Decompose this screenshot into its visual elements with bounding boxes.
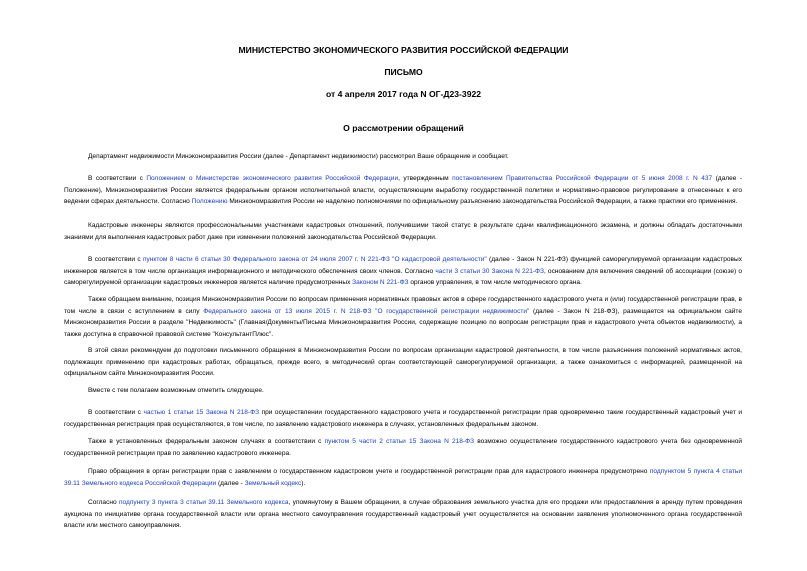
text-fragment: В соответствии с: [88, 175, 147, 182]
paragraph-3: Кадастровые инженеры являются профессиональными участниками кадастровых отношений, получившими такой статус в результате сдачи квалификационного экзамена, и должны обладать достаточными знаниями для выполнения кадастровых работ даже при изменении положений законодательства Российской Федерации.: [64, 222, 742, 241]
text-fragment: (далее - Положение), Минэкономразвития России является федеральным органом исполнительной власти, осуществляющим выработку государственной политики и нормативно-правовое регулирование в отнесенных к его ведении сферах деятельности. Согласно: [64, 175, 742, 206]
paragraph-6: В этой связи рекомендуем до подготовки письменного обращения в Минэкономразвития России по вопросам организации кадастровой деятельности, в том числе разъяснения положений нормативных актов, подлежащих применению при кадастровых работах, обращаться, прежде всего, в методический орган соответствующей саморегулируемой организации, а также ознакомиться с информацией, размещенной на официальном сайте Минэкономразвития России.: [64, 347, 742, 378]
paragraph-2: [64, 173, 742, 208]
link-law-221[interactable]: Законом N 221-ФЗ: [352, 279, 409, 287]
link-land-code-39-11-p3[interactable]: подпункту 3 пункта 3 статьи 39.11 Земельного кодекса: [118, 499, 289, 506]
paragraph-9: [64, 436, 742, 459]
text-fragment: ).: [301, 479, 306, 487]
link-law-218-item5-art15[interactable]: пунктом 5 части 2 статьи 15 Закона N 218-ФЗ: [324, 438, 475, 445]
text-fragment: Право обращения в орган регистрации прав с заявлением о государственном кадастровом учете и государственной регистрации прав для кадастрового инженера предусмотрено: [88, 468, 650, 475]
text-fragment: при осуществлении государственного кадастрового учета и государственной регистрации прав одновременно такие государственный кадастровый учет и государственная регистрация прав осуществляются, в том числе, по заявлению кадастрового инженера в случаях, установленных федеральным законом.: [64, 409, 742, 428]
paragraph-4: [64, 254, 742, 289]
document-date-number: от 4 апреля 2017 года N ОГ-Д23-3922: [325, 89, 482, 99]
text-fragment: Минэкономразвития России не наделено полномочиями по официальному разъяснению законодательства Российской Федерации, а также практики его применения.: [227, 198, 738, 206]
text-fragment: Также в установленных федеральным законом случаях в соответствии с: [88, 438, 325, 445]
link-law-218[interactable]: Федерального закона от 13 июля 2015 г. N 218-ФЗ "О государственной регистрации недвижимости": [203, 307, 530, 315]
text-fragment: В соответствии с: [88, 409, 144, 416]
link-law-221-item8[interactable]: пунктом 8 части 6 статьи 30 Федерального закона от 24 июля 2007 г. N 221-ФЗ "О кадастровой деятельности": [142, 256, 487, 263]
paragraph-10: [64, 466, 742, 489]
link-land-code-39-11-p4[interactable]: подпунктом 5 пункта 4 статьи 39.11 Земельного кодекса Российской Федерации: [64, 468, 742, 487]
text-fragment: органов управления, в том числе методического органа.: [408, 279, 582, 287]
text-fragment: возможно осуществление государственного кадастрового учета без одновременной государственной регистрации прав по заявлению кадастрового инженера.: [64, 438, 742, 457]
paragraph-8: [64, 407, 742, 430]
text-fragment: (далее - Закон N 218-ФЗ), размещается на официальном сайте Минэкономразвития России в разделе "Недвижимость" (Главная/Документы/Письма Минэкономразвития России, содержащие позицию по вопросам регистрации прав и кадастрового учета объектов недвижимости), а также доступна в справочной правовой системе "КонсультантПлюс".: [64, 307, 742, 338]
paragraph-5: [64, 294, 742, 340]
paragraph-1: Департамент недвижимости Минэкономразвития России (далее - Департамент недвижимости) рассмотрел Ваше обращение и сообщает.: [88, 153, 509, 160]
link-regulation[interactable]: Положению: [191, 198, 228, 206]
text-fragment: Также обращаем внимание, позиция Минэкономразвития России по вопросам применения нормативных правовых актов в сфере государственного кадастрового учета и (или) государственной регистрации прав, в том числе в связи с вступлением в силу: [64, 296, 742, 315]
text-fragment: (далее -: [216, 479, 245, 487]
text-fragment: , утвержденным: [398, 175, 453, 182]
paragraph-11: [64, 497, 742, 532]
link-law-221-part3[interactable]: части 3 статьи 30 Закона N 221-ФЗ: [435, 267, 544, 275]
text-fragment: В соответствии с: [88, 256, 143, 263]
link-law-218-part1-art15[interactable]: частью 1 статьи 15 Закона N 218-ФЗ: [143, 409, 260, 416]
text-fragment: (далее - Закон N 221-ФЗ) функцией саморегулируемой организации кадастровых инженеров является в том числе организация информационного и методического обеспечения своих членов. Согласно: [64, 256, 743, 275]
ministry-heading: МИНИСТЕРСТВО ЭКОНОМИЧЕСКОГО РАЗВИТИЯ РОССИЙСКОЙ ФЕДЕРАЦИИ: [238, 45, 569, 55]
document-subject: О рассмотрении обращений: [343, 123, 464, 133]
text-fragment: Согласно: [88, 499, 119, 506]
link-land-code[interactable]: Земельный кодекс: [244, 479, 302, 487]
link-government-resolution[interactable]: постановлением Правительства Российской Федерации от 5 июня 2008 г. N 437: [452, 175, 713, 182]
text-fragment: , упомянутому в Вашем обращении, в случае образования земельного участка для его продажи или предоставления в аренду путем проведения аукциона по инициативе органа государственной власти или органа местного самоуправления государственный кадастровый учет осуществляется на основании заявления уполномоченного органа государственной власти или местного самоуправления.: [64, 499, 742, 530]
paragraph-7: Вместе с тем полагаем возможным отметить следующее.: [88, 387, 264, 394]
document-type: ПИСЬМО: [384, 67, 423, 77]
link-regulation-ministry[interactable]: Положением о Министерстве экономического развития Российской Федерации: [146, 175, 399, 182]
text-fragment: , основанием для включения сведений об ассоциации (союзе) о саморегулируемой организации кадастровых инженеров является наличие предусмотренных: [64, 267, 742, 287]
